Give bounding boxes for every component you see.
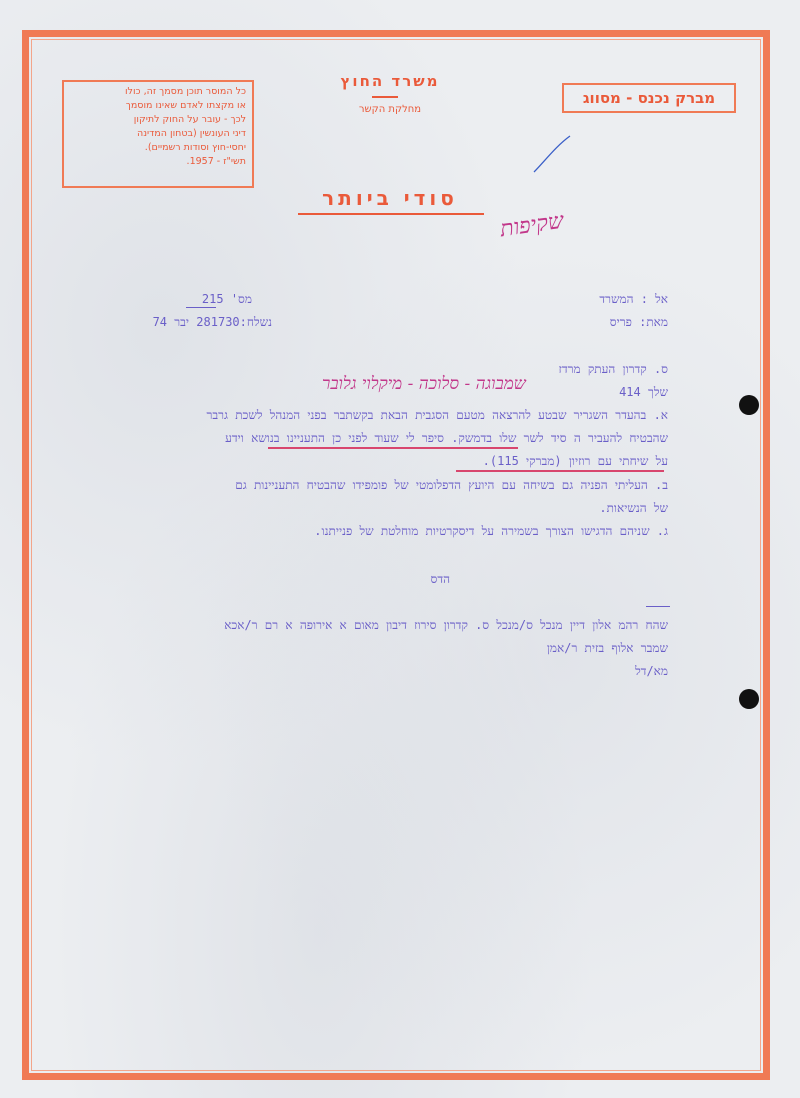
handwritten-top-note: שקיפות (498, 208, 566, 243)
pen-tick-mark (530, 132, 574, 176)
reference-line: שלך 414 (619, 385, 668, 399)
routing-from: מאת: פריס (609, 315, 668, 329)
distribution-line: שהח רהמ אלון דיין מנכל ס/מנכל ס. קדרון סירוז דיבון מאום א אירופה א רם ר/אכא (224, 618, 668, 632)
department-name: מחלקת הקשר (358, 104, 422, 115)
legal-notice-line: כל המוסר תוכן מסמך זה, כולו (124, 86, 246, 97)
cable-type-box: מברק נכנס - מסווג (562, 83, 736, 113)
legal-notice-line: יחסי-חוץ וסודות רשמיים). (144, 142, 246, 153)
body-line: של הנשיאות. (599, 501, 668, 515)
signature: הדס (430, 572, 450, 586)
legal-notice-line: לכך - עובר על החוק לתיקון (133, 114, 246, 125)
punch-hole (739, 395, 759, 415)
ministry-divider (372, 96, 398, 98)
serial-underline (186, 307, 216, 308)
legal-notice-line: או מקצתו לאדם שאינו מוסמך (125, 100, 246, 111)
body-line: על שיחתי עם רוזיון (מברקי 115). (482, 454, 668, 468)
legal-notice-line: דיני העונשין (בטחון המדינה (136, 128, 246, 139)
classification-underline (298, 213, 484, 215)
distribution-initials: מא/דל (635, 664, 668, 678)
serial-number: מס' 215 (201, 292, 252, 306)
body-line: ב. העליתי הפניה גם בשיחה עם היועץ הדפלומטי של פומפידו שהבטיח התעניינות גם (235, 478, 668, 492)
legal-notice-box (62, 80, 254, 188)
classification-stamp: סודי ביותר (322, 186, 458, 210)
distribution-divider (646, 606, 670, 607)
body-line: א. בהעדר השגריר שבטע להרצאה מטעם הסגבית הבאת בקשתבר בפני המנהל לשכת גרבר (206, 408, 668, 422)
routing-to: אל : המשרד (599, 292, 668, 306)
ministry-title: משרד החוץ (340, 72, 440, 90)
pencil-underline (456, 470, 664, 472)
distribution-line: שמבר אלוף בזית ר/אמן (546, 641, 668, 655)
pencil-underline (268, 447, 518, 449)
sent-date: נשלח:281730 יבר 74 (152, 315, 272, 329)
addressee-line: ס. קדרון העתק מרדז (558, 362, 668, 376)
handwritten-subject-note: שמבוגה - סלוכה - מיקלוי גלובר (322, 374, 526, 394)
body-line: שהבטיח להעביר ה סיד לשר שלו בדמשק. סיפר לי שעוד לפני כן התעניינו בנושא וידע (225, 431, 668, 445)
punch-hole (739, 689, 759, 709)
legal-notice-line: תשי"ז - 1957. (186, 156, 246, 167)
body-line: ג. שניהם הדגישו הצורך בשמירה על דיסקרטיות מוחלטת של פנייתנו. (314, 524, 668, 538)
